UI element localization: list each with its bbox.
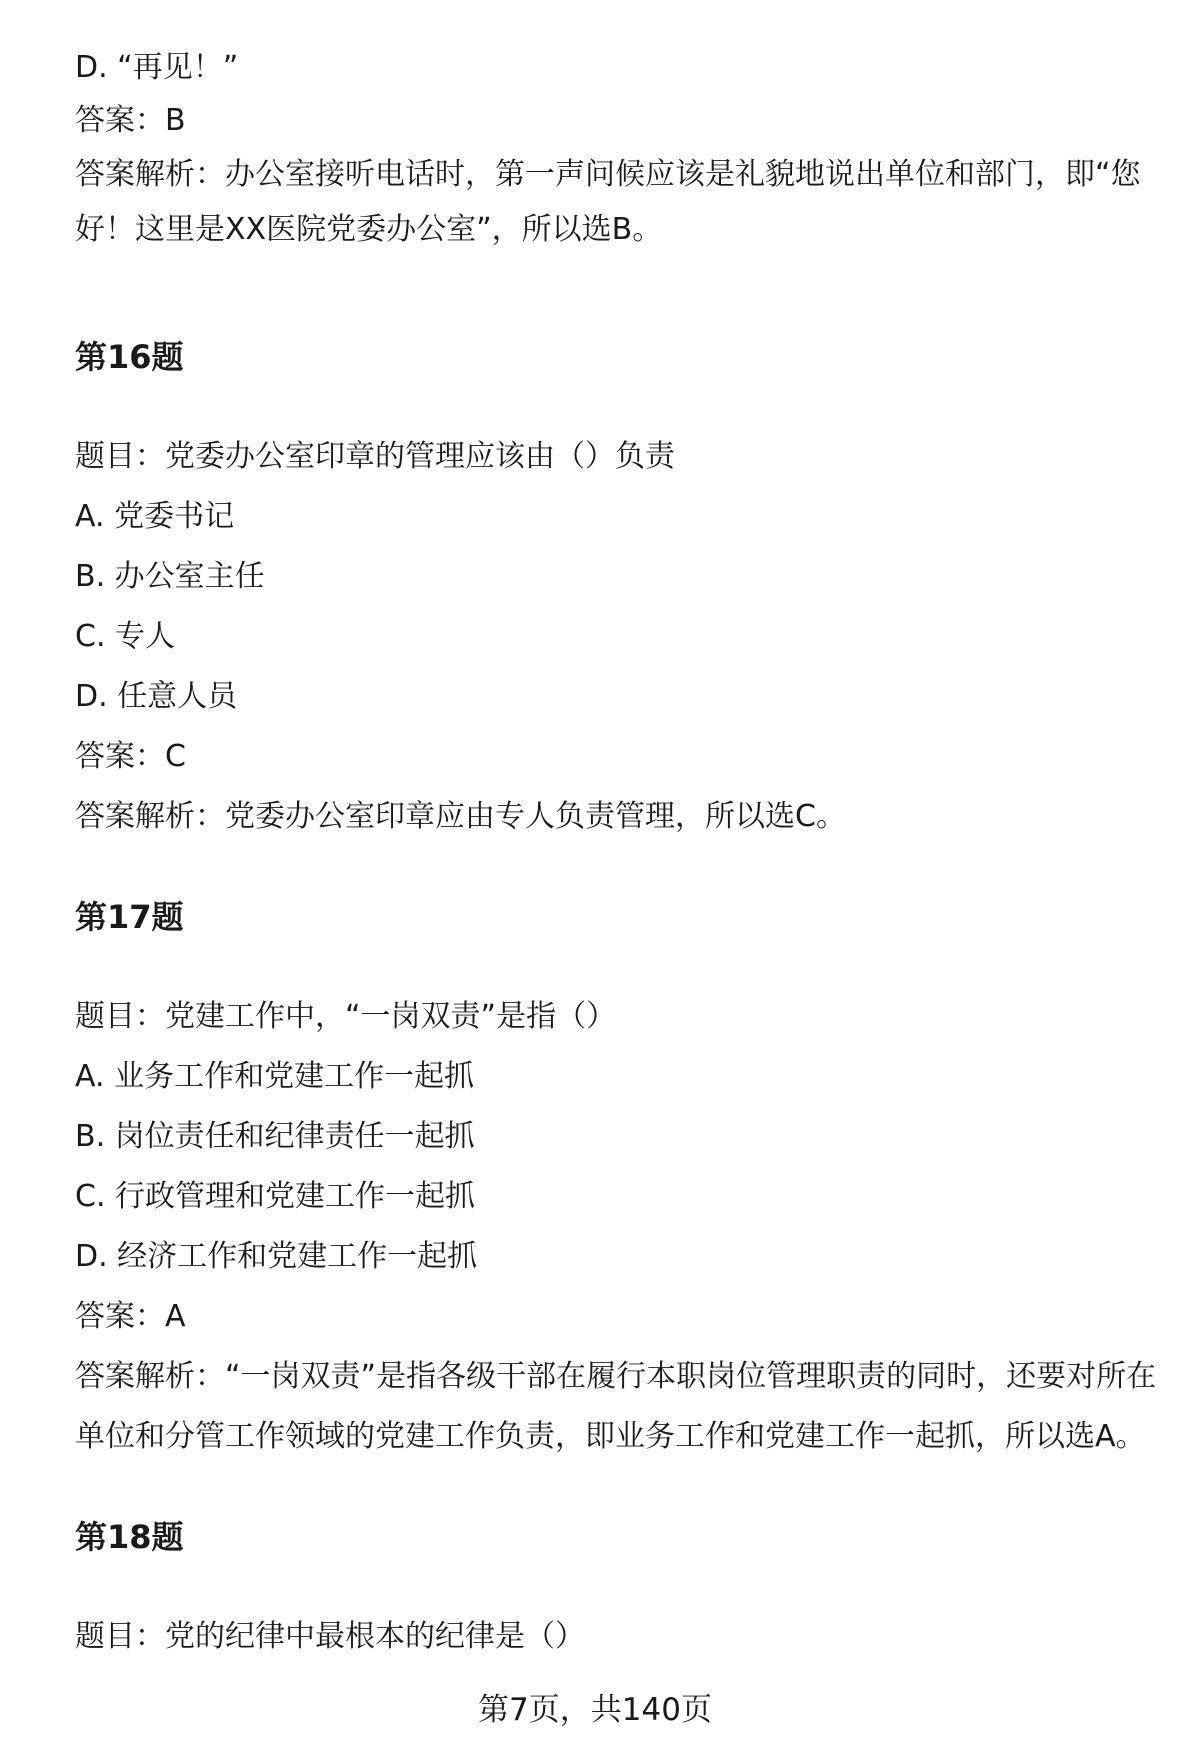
question-17-title: 第17题 [75,898,184,936]
prev-explanation-line-1: 答案解析：办公室接听电话时，第一声问候应该是礼貌地说出单位和部门，即“您 [75,157,1141,192]
question-18-prompt: 题目：党的纪律中最根本的纪律是（） [75,1619,585,1654]
prev-answer: 答案：B [75,103,186,138]
question-16-option-c: C. 专人 [75,619,176,654]
question-16-option-a: A. 党委书记 [75,499,235,534]
prev-explanation-line-2: 好！这里是XX医院党委办公室”，所以选B。 [75,212,663,247]
question-16-answer: 答案：C [75,739,186,774]
question-17-explanation-line-2: 单位和分管工作领域的党建工作负责，即业务工作和党建工作一起抓，所以选A。 [75,1419,1146,1454]
question-18-title: 第18题 [75,1518,184,1556]
question-17-option-d: D. 经济工作和党建工作一起抓 [75,1239,478,1274]
question-16-option-b: B. 办公室主任 [75,559,265,594]
question-16-prompt: 题目：党委办公室印章的管理应该由（）负责 [75,439,675,474]
page-number: 第7页，共140页 [478,1692,712,1728]
question-17-option-a: A. 业务工作和党建工作一起抓 [75,1059,475,1094]
question-17-answer: 答案：A [75,1299,186,1334]
prev-option-d: D. “再见！” [75,50,239,85]
question-17-option-c: C. 行政管理和党建工作一起抓 [75,1179,476,1214]
question-16-explanation: 答案解析：党委办公室印章应由专人负责管理，所以选C。 [75,799,846,834]
question-17-option-b: B. 岗位责任和纪律责任一起抓 [75,1119,475,1154]
question-17-prompt: 题目：党建工作中，“一岗双责”是指（） [75,999,617,1034]
question-17-explanation-line-1: 答案解析：“一岗双责”是指各级干部在履行本职岗位管理职责的同时，还要对所在 [75,1359,1157,1394]
question-16-title: 第16题 [75,338,184,376]
question-16-option-d: D. 任意人员 [75,679,238,714]
